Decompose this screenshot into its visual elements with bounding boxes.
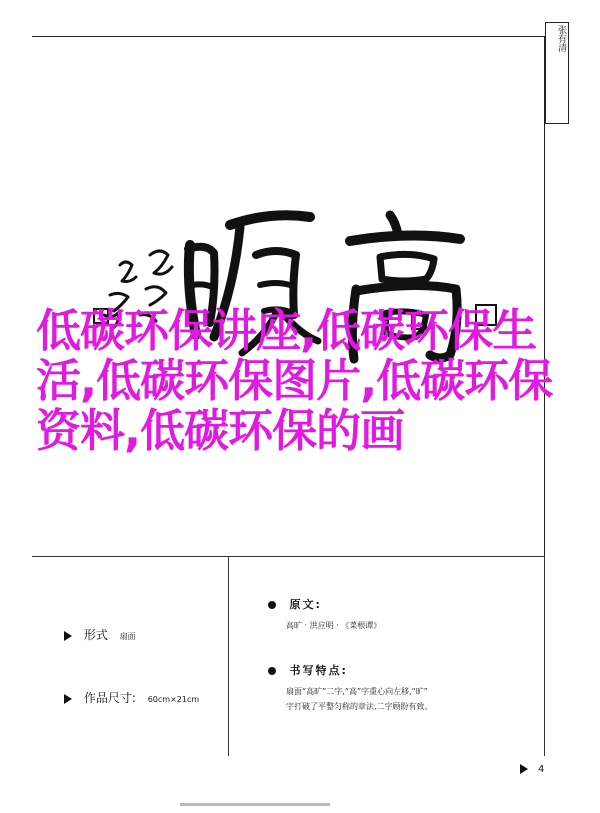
page-number-value: 4 (538, 764, 545, 775)
side-tab (545, 22, 569, 124)
triangle-bullet-icon (64, 631, 72, 641)
original-text-block (268, 596, 528, 633)
features-body (286, 684, 528, 714)
original-title: 原文: (289, 598, 322, 611)
size-row (64, 689, 199, 706)
features-title: 书写特点: (289, 664, 348, 677)
features-line-2: 字打破了平整匀称的章法,二字顾盼有致。 (286, 702, 433, 711)
side-tab-label: 张有清 (556, 25, 566, 52)
triangle-bullet-icon (64, 694, 72, 704)
original-body: 高旷 · 洪应明 · 《菜根谭》 (286, 621, 382, 630)
triangle-bullet-icon (520, 764, 528, 774)
size-label: 作品尺寸: (83, 691, 136, 705)
bullet-dot-icon (268, 601, 276, 609)
size-value: 60cm×21cm (147, 695, 200, 704)
info-panel-top-rule (32, 556, 544, 557)
features-line-1: 扇面“高旷”二字,“高”字重心向左移,“旷” (286, 687, 428, 696)
scan-smudge (180, 803, 330, 806)
info-panel-right-rule (544, 556, 545, 756)
info-panel-divider (228, 556, 229, 756)
form-value: 扇面 (119, 632, 136, 641)
overlay-headline: 低碳环保讲座,低碳环保生活,低碳环保图片,低碳环保资料,低碳环保的画 (36, 304, 553, 457)
form-row (64, 626, 136, 643)
top-rule (32, 36, 544, 37)
features-block (268, 662, 528, 714)
bullet-dot-icon (268, 667, 276, 675)
page-number (520, 764, 544, 775)
form-label: 形式 (83, 628, 108, 642)
